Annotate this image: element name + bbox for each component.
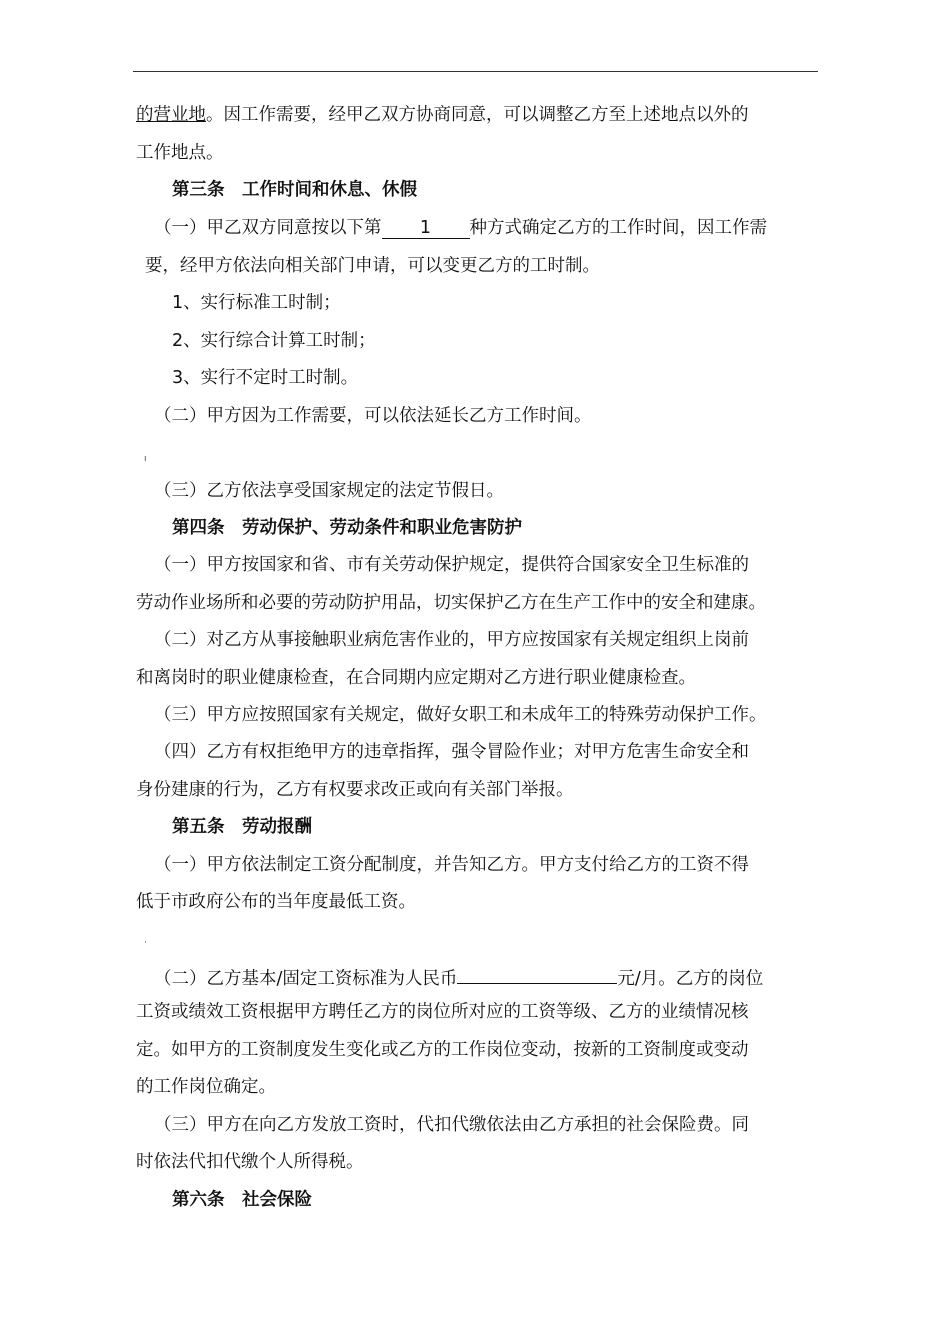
paragraph-line <box>154 963 763 991</box>
line-text: （一）甲乙双方同意按以下第 <box>154 218 382 238</box>
paragraph-line: 低于市政府公布的当年度最低工资。 <box>136 892 416 912</box>
paragraph-line: （三）甲方应按照国家有关规定，做好女职工和未成年工的特殊劳动保护工作。 <box>154 705 767 725</box>
list-item: 1、实行标准工时制； <box>172 293 341 313</box>
paragraph-line: （二）对乙方从事接触职业病危害作业的，甲方应按国家有关规定组织上岗前 <box>154 630 749 650</box>
article-3-heading: 第三条 工作时间和休息、休假 <box>172 180 417 200</box>
paragraph-line: 要，经甲方依法向相关部门申请，可以变更乙方的工时制。 <box>145 256 600 276</box>
header-rule <box>133 71 818 72</box>
article-6-heading: 第六条 社会保险 <box>172 1190 312 1210</box>
paragraph-line: 的工作岗位确定。 <box>136 1077 276 1097</box>
paragraph-line: 和离岗时的职业健康检查，在合同期内应定期对乙方进行职业健康检查。 <box>136 668 696 688</box>
paragraph-line: 工资或绩效工资根据甲方聘任乙方的岗位所对应的工资等级、乙方的业绩情况核 <box>136 1002 749 1022</box>
stray-mark: ı <box>144 454 147 464</box>
line-text: 。因工作需要，经甲乙双方协商同意，可以调整乙方至上述地点以外的 <box>206 105 749 125</box>
paragraph-line <box>136 103 749 127</box>
paragraph-line: 时依法代扣代缴个人所得税。 <box>136 1152 364 1172</box>
work-hours-option-field[interactable]: 1 <box>382 218 470 239</box>
paragraph-line: （三）乙方依法享受国家规定的法定节假日。 <box>154 481 504 501</box>
salary-amount-field[interactable] <box>457 963 617 984</box>
paragraph-line: （三）甲方在向乙方发放工资时，代扣代缴依法由乙方承担的社会保险费。同 <box>154 1115 749 1135</box>
article-4-heading: 第四条 劳动保护、劳动条件和职业危害防护 <box>172 518 522 538</box>
paragraph-line: （四）乙方有权拒绝甲方的违章指挥，强令冒险作业；对甲方危害生命安全和 <box>154 742 749 762</box>
paragraph-line: （一）甲方依法制定工资分配制度，并告知乙方。甲方支付给乙方的工资不得 <box>154 855 749 875</box>
underlined-text: 的营业地 <box>136 105 206 125</box>
list-item: 3、实行不定时工时制。 <box>172 368 359 388</box>
line-text: 元/月。乙方的岗位 <box>617 969 764 989</box>
paragraph-line: 定。如甲方的工资制度发生变化或乙方的工作岗位变动，按新的工资制度或变动 <box>136 1040 749 1060</box>
line-text: （二）乙方基本/固定工资标准为人民币 <box>154 969 458 989</box>
paragraph-line: （一）甲方按国家和省、市有关劳动保护规定，提供符合国家安全卫生标准的 <box>154 555 749 575</box>
article-5-heading: 第五条 劳动报酬 <box>172 817 312 837</box>
stray-mark: · <box>144 938 147 948</box>
line-text: 种方式确定乙方的工作时间，因工作需 <box>469 218 767 238</box>
paragraph-line: 劳动作业场所和必要的劳动防护用品，切实保护乙方在生产工作中的安全和建康。 <box>136 593 766 613</box>
paragraph-line <box>154 216 767 240</box>
paragraph-line: （二）甲方因为工作需要，可以依法延长乙方工作时间。 <box>154 406 592 426</box>
list-item: 2、实行综合计算工时制； <box>172 331 376 351</box>
paragraph-line: 身份建康的行为，乙方有权要求改正或向有关部门举报。 <box>136 780 574 800</box>
paragraph-line: 工作地点。 <box>136 143 224 163</box>
